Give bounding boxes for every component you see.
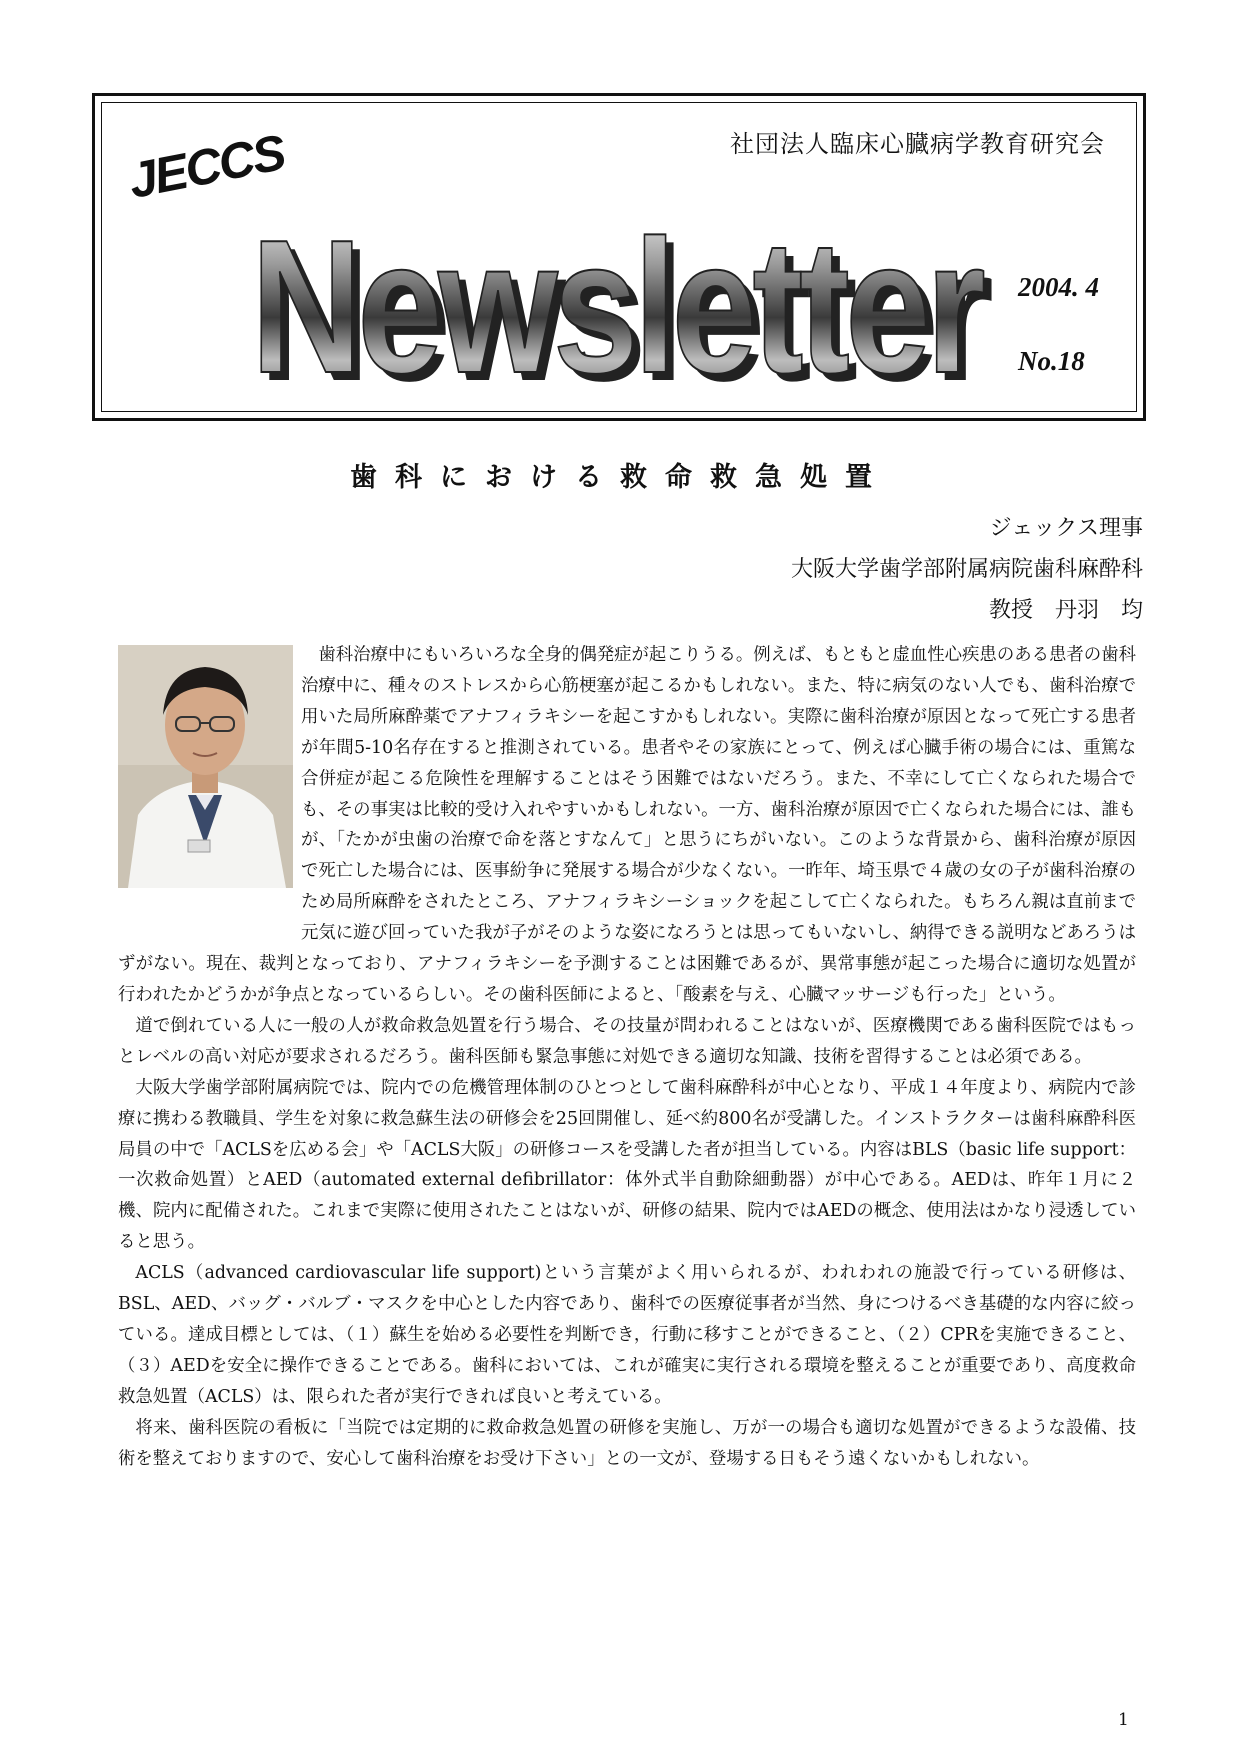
brand-logo: JECCS xyxy=(124,124,289,210)
article-paragraph-4: ACLS（advanced cardiovascular life support)という言葉がよく用いられるが、われわれの施設で行っている研修は、BSL、AED、バッグ・バルブ・マスクを中心とした内容であり、歯科での医療従事者が当然、身につけるべき基礎的な内容に絞っている。達成目標としては、（１）蘇生を始める必要性を判断でき，行動に移すことができること、（２）CPRを実施できること、（３）AEDを安全に操作できることである。歯科においては、これが確実に実行される環境を整えることが重要であり、高度救命救急処置（ACLS）は、限られた者が実行できれば良いと考えている。 xyxy=(118,1263,1136,1407)
byline xyxy=(791,508,1143,631)
article-paragraph-5: 将来、歯科医院の看板に「当院では定期的に救命救急処置の研修を実施し、万が一の場合も適切な処置ができるような設備、技術を整えておりますので、安心して歯科治療をお受け下さい」との一文が、登場する日もそう遠くないかもしれない。 xyxy=(118,1417,1136,1469)
article-title: 歯科における救命救急処置 xyxy=(350,462,890,493)
issue-number: No.18 xyxy=(1018,346,1085,376)
newsletter-wordmark xyxy=(245,216,1015,396)
photo-wrap-spacer xyxy=(118,640,301,926)
newsletter-shadow: Newsletter xyxy=(259,216,993,396)
newsletter-title: Newsletter xyxy=(251,216,985,396)
organization-name: 社団法人臨床心臓病学教育研究会 xyxy=(730,130,1105,158)
author-role: ジェックス理事 xyxy=(989,516,1143,541)
author-affiliation: 大阪大学歯学部附属病院歯科麻酔科 xyxy=(790,557,1143,582)
author-name: 教授 丹羽 均 xyxy=(988,598,1143,623)
article-paragraph-3: 大阪大学歯学部附属病院では、院内での危機管理体制のひとつとして歯科麻酔科が中心となり、平成１４年度より、病院内で診療に携わる教職員、学生を対象に救急蘇生法の研修会を25回開催し、延べ約800名が受講した。インストラクターは歯科麻酔科医局員の中で「ACLSを広める会」や「ACLS大阪」の研修コースを受講した者が担当している。内容はBLS（basic life support：一次救命処置）とAED（automated external defibrillator：体外式半自動除細動器）が中心である。AEDは、昨年１月に２機、院内に配備された。これまで実際に使用されたことはないが、研修の結果、院内ではAEDの概念、使用法はかなり浸透していると思う。 xyxy=(118,1077,1136,1253)
article-body xyxy=(118,640,1136,1474)
page-number: 1 xyxy=(1118,1710,1129,1730)
article-paragraph-1: 歯科治療中にもいろいろな全身的偶発症が起こりうる。例えば、もともと虚血性心疾患のある患者の歯科治療中に、種々のストレスから心筋梗塞が起こるかもしれない。また、特に病気のない人でも、歯科治療で用いた局所麻酔薬でアナフィラキシーを起こすかもしれない。実際に歯科治療が原因となって死亡する患者が年間5-10名存在すると推測されている。患者やその家族にとって、例えば心臓手術の場合には、重篤な合併症が起こる危険性を理解することはそう困難ではないだろう。また、不幸にして亡くなられた場合でも、その事実は比較的受け入れやすいかもしれない。一方、歯科治療が原因で亡くなられた場合には、誰もが、「たかが虫歯の治療で命を落とすなんて」と思うにちがいない。このような背景から、歯科治療が原因で死亡した場合には、医事紛争に発展する場合が少なくない。一昨年、埼玉県で４歳の女の子が歯科治療のため局所麻酔をされたところ、アナフィラキシーショックを起こして亡くなられた。もちろん親は直前まで元気に遊び回っていた我が子がそのような姿になろうとは思ってもいないし、納得できる説明などあろうはずがない。現在、裁判となっており、アナフィラキシーを予測することは困難であるが、異常事態が起こった場合に適切な処置が行われたかどうかが争点となっているらしい。その歯科医師によると、「酸素を与え、心臓マッサージも行った」という。 xyxy=(118,645,1136,1005)
issue-date: 2004. 4 xyxy=(1018,272,1099,302)
article-paragraph-2: 道で倒れている人に一般の人が救命救急処置を行う場合、その技量が問われることはないが、医療機関である歯科医院ではもっとレベルの高い対応が要求されるだろう。歯科医師も緊急事態に対処できる適切な知識、技術を習得することは必須である。 xyxy=(118,1015,1136,1067)
masthead xyxy=(92,93,1146,421)
